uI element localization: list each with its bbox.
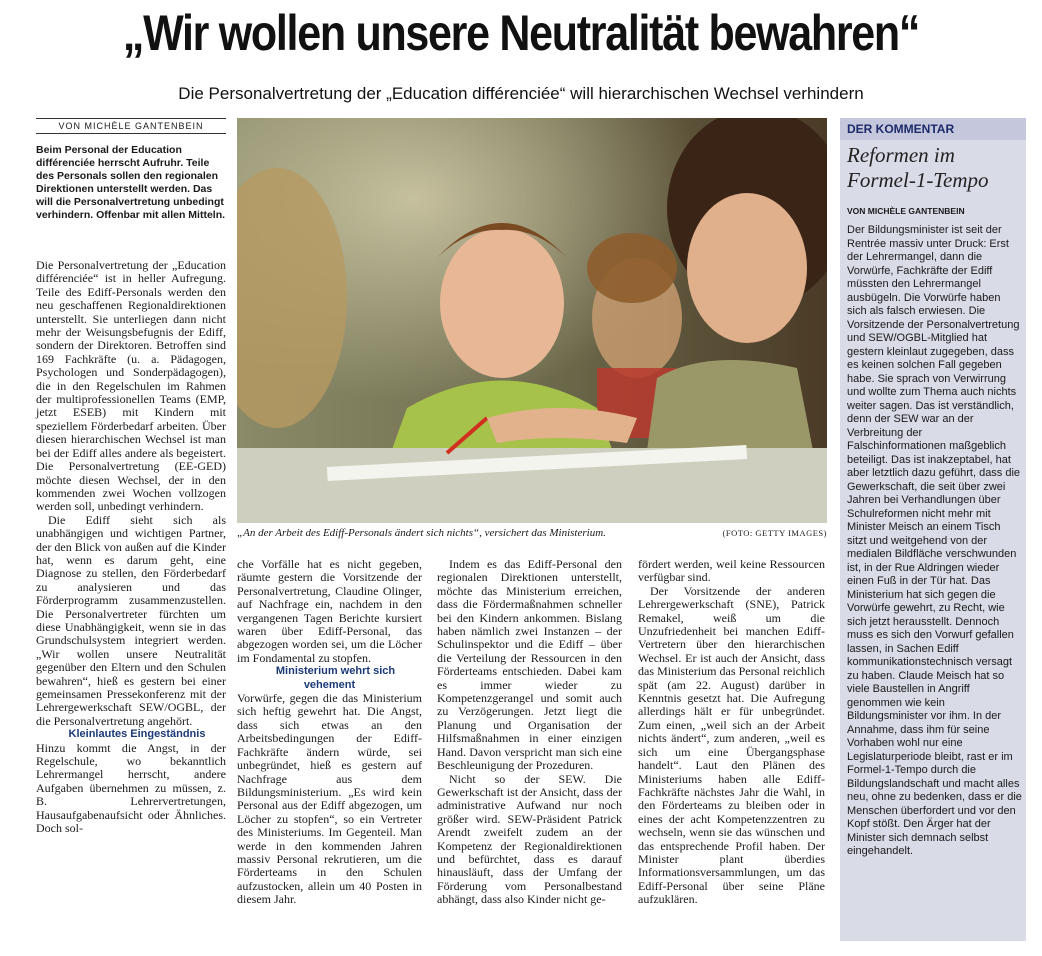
commentary-byline: VON MICHÈLE GANTENBEIN (847, 206, 965, 216)
commentary-box (840, 118, 1026, 941)
paragraph: Vorwürfe, gegen die das Ministerium sich heftig gewehrt hat. Die Angst, dass sich etwas an den Arbeitsbedingungen der Ediff-Fachkräfte ändern würde, sei unbegründet, hieß es gestern auf Nachfrage aus dem Bildungsministerium. „Es wird kein Personal aus der Ediff abgezogen, um Löcher zu stopfen“, so ein Vertreter des Ministeriums. Im Gegenteil. Man werde in den kommenden Jahren massiv Personal rekrutieren, um die Förderteams in den Schulen aufzustocken, allein um 40 Posten in diesem Jahr. (237, 691, 422, 907)
subheadline: Die Personalvertretung der „Education différenciée“ will hierarchischen Wechsel verhindern (178, 84, 864, 103)
commentary-text: Der Bildungsminister ist seit der Rentrée massiv unter Druck: Erst der Lehrermangel, dann die Vorwürfe, Fachkräfte der Ediff müssten den Lehrermangel ausbügeln. Die Vorwürfe haben sich als falsch erwiesen. Die Vorsitzende der Personalvertretung und SEW/OGBL-Mitglied hat gestern kleinlaut zugegeben, dass es keinen solchen Fall gegeben habe. Sie sprach von Verwirrung und wollte zum Thema auch nichts weiter sagen. Das ist verständlich, denn der SEW war an der Verbreitung der Falschinformationen maßgeblich beteiligt. Das ist inakzeptabel, hat aber letztlich dazu geführt, dass die Gewerkschaft, die seit über zwei Jahren bei Verhandlungen über Schulreformen nicht mehr mit Minister Meisch an einem Tisch sitzt und weitgehend von der medialen Bildfläche verschwunden ist, in der Rue Aldringen wieder einen Fuß in der Tür hat. Das Ministerium hat sich gegen die Vorwürfe gewehrt, zu Recht, wie sich jetzt herausstellt. Dennoch muss es sich den Vorwurf gefallen lassen, in Sachen Ediff kommunikationstechnisch versagt zu haben. Claude Meisch hat so viele Baustellen in Angriff genommen wie kein Bildungsminister vor ihm. In der Annahme, dass ihm für seine Vorhaben wohl nur eine Legislaturperiode bleibt, rast er im Formel-1-Tempo durch die Bildungslandschaft und macht alles neu, ohne zu bedenken, dass er die Menschen überfordert und vor den Kopf stößt. Den Ärger hat der Minister sich demnach selbst eingehandelt. (847, 224, 1022, 857)
caption-text: „An der Arbeit des Ediff-Personals ändert sich nichts“, versichert das Ministerium. (237, 527, 606, 539)
paragraph: Die Personalvertretung der „Education différenciée“ ist in heller Aufregung. Teile des Ediff-Personals werden den neu geschaffenen Regionaldirektionen unterstellt. Sie unterliegen dann nicht mehr der Weisungsbefugnis der Ediff, sondern der Direktoren. Betroffen sind 169 Fachkräfte (u. a. Pädagogen, Psychologen und Sonderpädagogen), die in den Regelschulen im Rahmen der multiprofessionellen Teams (EMP, jetzt ESEB) mit Kindern mit speziellem Förderbedarf arbeiten. Über diesen hierarchischen Wechsel ist man bei der Ediff alles andere als begeistert. Die Personalvertretung (EE-GED) möchte diesen Wechsel, der in den kommenden zwei Wochen vollzogen werden soll, unbedingt verhindern. (36, 258, 226, 514)
article-column-2 (237, 558, 422, 907)
paragraph: che Vorfälle hat es nicht gegeben, räumte gestern die Vorsitzende der Personalvertretung, Claudine Olinger, auf Nachfrage ein, nachdem in den vergangenen Tagen Berichte kursiert waren über Ediff-Personal, das abgezogen worden sei, um die Löcher im Fondamental zu stopfen. (237, 557, 422, 665)
article-photo (237, 118, 827, 523)
commentary-label: DER KOMMENTAR (840, 118, 1026, 140)
classroom-photo-illustration (237, 118, 827, 523)
paragraph: Die Ediff sieht sich als unabhängigen und wichtigen Partner, der den Blick von außen auf die Kinder hat, wenn es darum geht, eine Diagnose zu stellen, den Förderbedarf zu analysieren und das Förderprogramm zusammenzustellen. Die Personalvertreter fürchten um diese Unabhängigkeit, wenn sie in das Grundschulsystem integriert werden. „Wir wollen unsere Neutralität gegenüber den Eltern und den Schulen bewahren“, hieß es gestern bei einer gemeinsamen Pressekonferenz mit der Lehrergewerkschaft SEW/OGBL, der die Personalvertretung angehört. (36, 512, 226, 728)
article-column-3 (437, 558, 622, 907)
article-lead: Beim Personal der Education différenciée herrscht Aufruhr. Teile des Personals sollen den regionalen Direktionen unterstellt werden. Das will die Personalvertretung unbedingt verhindern. Offenbar mit allen Mitteln. (36, 144, 226, 221)
headline: „Wir wollen unsere Neutralität bewahren“ (122, 5, 920, 61)
section-subheading: Kleinlautes Eingeständnis (68, 728, 206, 741)
paragraph: Indem es das Ediff-Personal den regionalen Direktionen unterstellt, möchte das Ministerium erreichen, dass die Fördermaßnahmen schneller bei den Kindern ankommen. Bislang haben nämlich zwei Instanzen – der Schulinspektor und die Ediff – über die Verteilung der Ressourcen in den Förderteams entschieden. Dabei kam es immer wieder zu Kompetenzgerangel und somit auch zu Verzögerungen. Jetzt liegt die Planung und Organisation der Hilfsmaßnahmen in einer einzigen Hand. Davon verspricht man sich eine Beschleunigung der Prozeduren. (437, 557, 622, 773)
paragraph: Nicht so der SEW. Die Gewerkschaft ist der Ansicht, dass der administrative Aufwand nur noch größer wird. SEW-Präsident Patrick Arendt zweifelt zudem an der Kompetenz der Regionaldirektionen und befürchtet, dass es darauf hinausläuft, dass der Umfang der Förderung vom Personalbestand abhängt, dass also Kinder nicht ge- (437, 771, 622, 907)
photo-caption (237, 527, 827, 539)
article-byline: VON MICHÈLE GANTENBEIN (36, 118, 226, 134)
section-subheading: Ministerium wehrt sich vehement (275, 665, 396, 691)
article-column-4 (638, 558, 825, 907)
paragraph: fördert werden, weil keine Ressourcen verfügbar sind. (638, 557, 825, 585)
paragraph: Hinzu kommt die Angst, in der Regelschule, wo bekanntlich Lehrermangel herrscht, andere Aufgaben übernehmen zu müssen, z. B. Lehrervertretungen, Hausaufgabenaufsicht oder Ähnliches. Doch sol- (36, 740, 226, 836)
commentary-title: Reformen im Formel-1-Tempo (847, 143, 989, 192)
photo-credit: (FOTO: GETTY IMAGES) (722, 528, 827, 538)
article-column-1 (36, 259, 226, 835)
paragraph: Der Vorsitzende der anderen Lehrergewerkschaft (SNE), Patrick Remakel, weiß um die Unzufriedenheit bei manchen Ediff-Vertretern über den hierarchischen Wechsel. Er ist auch der Ansicht, dass das Ministerium das Personal reichlich spät (am 22. August) darüber in Kenntnis gesetzt hat. Die Aufregung allerdings hält er für unbegründet. Zum einen, „weil sich an der Arbeit nichts ändert“, zum anderen, „weil es sich um eine Übergangsphase handelt“. Laut den Plänen des Ministeriums haben alle Ediff-Fachkräfte nächstes Jahr die Wahl, in den Förderteams zu bleiben oder in eines der acht Kompetenzzentren zu wechseln, wenn sie das wünschen und das entsprechende Profil haben. Der Minister plant überdies Informationsversammlungen, um das Ediff-Personal über seine Pläne aufzuklären. (638, 583, 825, 907)
